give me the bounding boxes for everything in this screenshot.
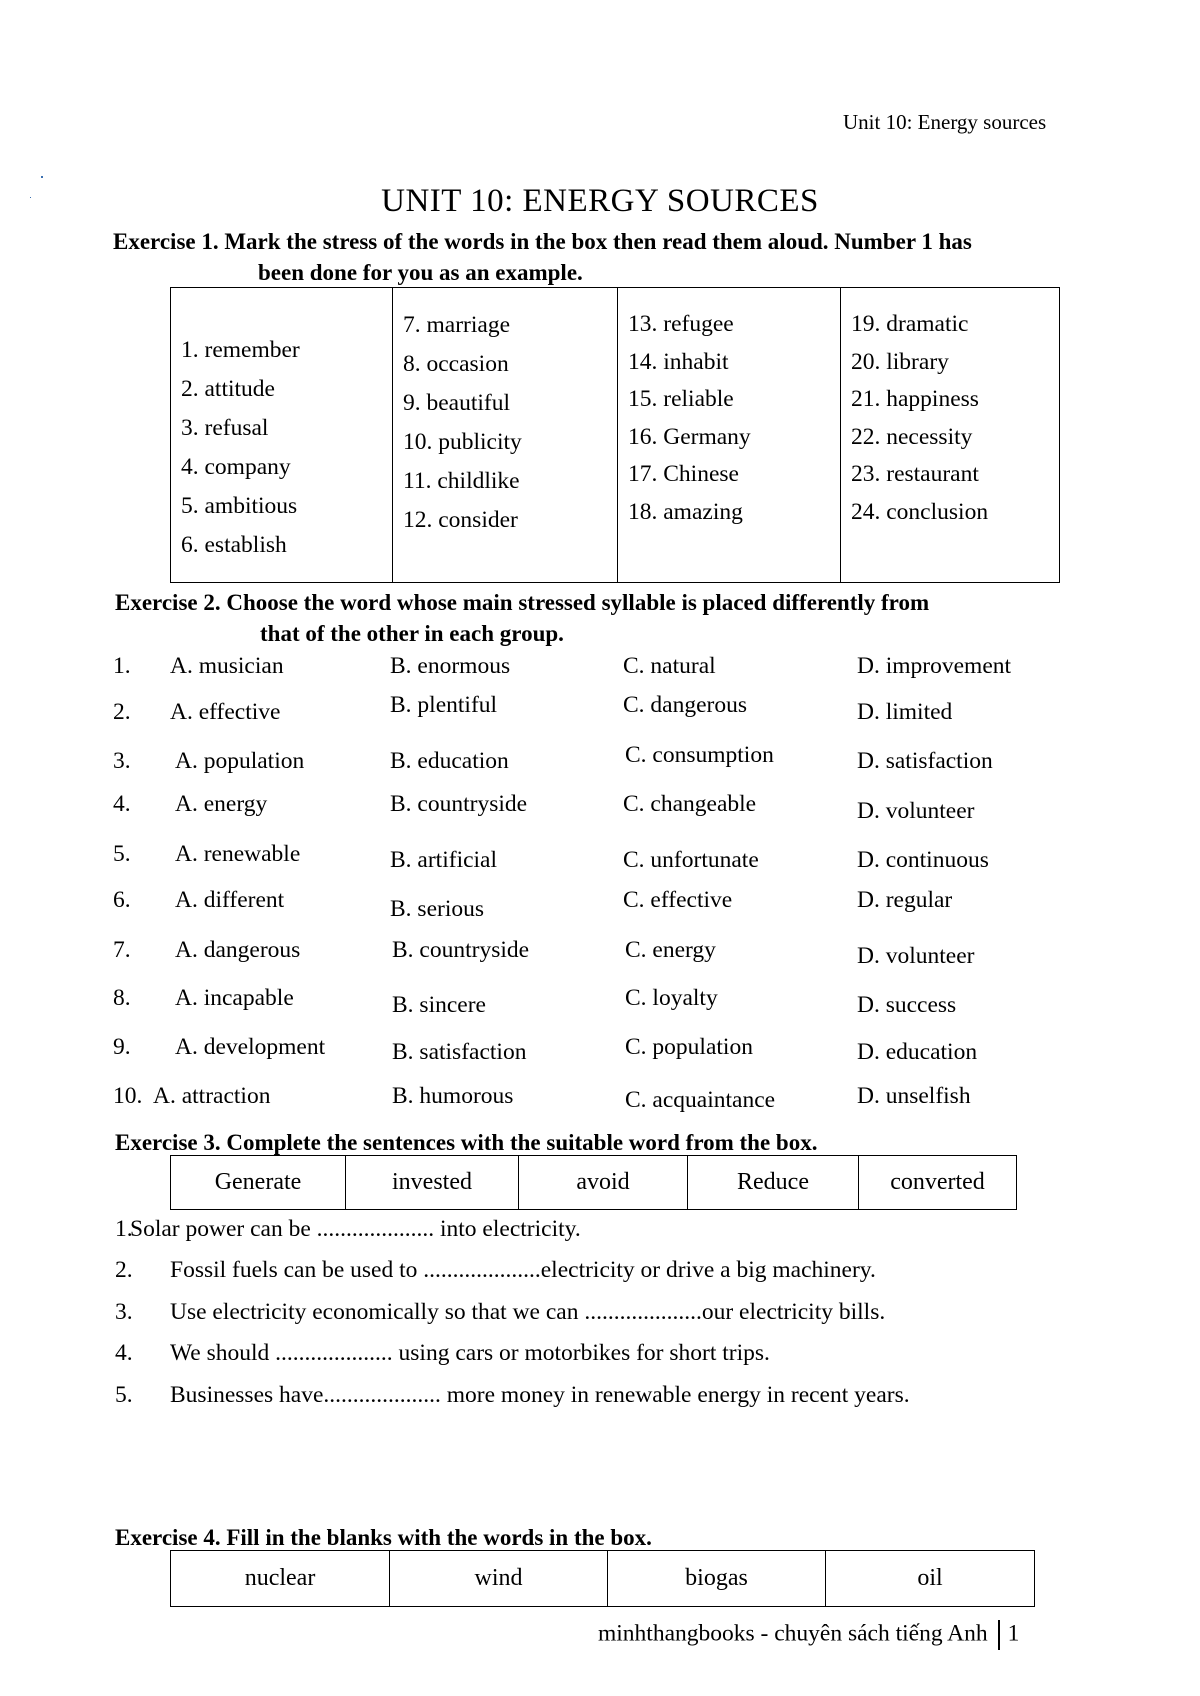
word-item: 4. company (181, 454, 291, 480)
option-d: D. success (857, 992, 957, 1018)
word-item: 6. establish (181, 532, 287, 558)
option-c: C. unfortunate (623, 847, 759, 873)
option-a: A. energy (175, 791, 268, 817)
sentence (115, 1257, 876, 1284)
sentence-number: 2. (115, 1257, 133, 1283)
word-item: 19. dramatic (851, 311, 969, 337)
exercise-1-word-box (170, 287, 1060, 583)
option-d: D. satisfaction (857, 748, 993, 774)
sentence-number: 1. (115, 1216, 133, 1242)
option-c: C. changeable (623, 791, 757, 817)
option-a: A. development (175, 1034, 326, 1060)
question-number: 2. (113, 699, 131, 725)
question-number: 9. (113, 1034, 131, 1060)
box-word: avoid (519, 1156, 688, 1210)
option-b: B. artificial (390, 847, 498, 873)
option-b: B. enormous (390, 653, 511, 679)
word-item: 10. publicity (403, 429, 522, 455)
sentence-text: Use electricity economically so that we can ....................our electricity bills. (170, 1299, 886, 1325)
page-number: 1 (1007, 1620, 1020, 1647)
word-item: 5. ambitious (181, 493, 298, 519)
sentence-text: Solar power can be .................... into electricity. (130, 1216, 581, 1242)
word-item: 18. amazing (628, 498, 743, 525)
option-b: B. countryside (390, 791, 528, 817)
option-b: B. sincere (392, 992, 486, 1018)
word-item: 21. happiness (851, 386, 979, 412)
word-column-4 (841, 288, 1060, 583)
sentence (115, 1340, 770, 1367)
box-word: nuclear (171, 1551, 390, 1607)
option-c: C. population (625, 1034, 753, 1060)
box-word: Generate (171, 1156, 346, 1210)
sentence-number: 4. (115, 1340, 133, 1366)
option-c: C. loyalty (625, 985, 718, 1011)
sentence (115, 1216, 581, 1243)
box-word: Reduce (688, 1156, 859, 1210)
question-number: 1. (113, 653, 131, 679)
exercise-3-heading: Exercise 3. Complete the sentences with the suitable word from the box. (115, 1130, 818, 1155)
word-item: 11. childlike (403, 468, 520, 494)
exercise-4-heading: Exercise 4. Fill in the blanks with the words in the box. (115, 1525, 652, 1550)
option-b: B. countryside (392, 937, 530, 963)
running-header: Unit 10: Energy sources (843, 110, 1047, 134)
option-c: C. energy (625, 937, 716, 963)
sentence (115, 1299, 885, 1326)
question-number: 8. (113, 985, 131, 1011)
sentence-text: Fossil fuels can be used to ....................electricity or drive a big machinery. (170, 1257, 876, 1283)
option-c: C. effective (623, 887, 733, 913)
footer-publisher: minhthangbooks - chuyên sách tiếng Anh (598, 1620, 988, 1647)
sentence-number: 5. (115, 1382, 133, 1408)
option-d: D. volunteer (857, 798, 975, 824)
word-item: 16. Germany (628, 423, 751, 450)
option-d: D. improvement (857, 653, 1012, 679)
word-column-1 (171, 288, 393, 583)
word-item: 2. attitude (181, 376, 275, 402)
option-a: A. population (175, 748, 305, 774)
question-number: 5. (113, 841, 131, 867)
sentence-number: 3. (115, 1299, 133, 1325)
word-item: 20. library (851, 348, 949, 375)
exercise-4-word-box (170, 1550, 1035, 1607)
exercise-1-heading-line2: been done for you as an example. (258, 260, 583, 285)
option-a: A. incapable (175, 985, 294, 1011)
word-item: 23. restaurant (851, 461, 979, 487)
page-footer (598, 1620, 1019, 1650)
question-number: 10. (113, 1083, 143, 1109)
word-item: 15. reliable (628, 386, 734, 412)
question-number: 7. (113, 937, 131, 963)
sentence-text: We should .................... using cars or motorbikes for short trips. (170, 1340, 770, 1366)
word-item: 13. refugee (628, 311, 734, 337)
word-item: 7. marriage (403, 312, 511, 338)
option-b: B. education (390, 748, 509, 774)
word-item: 22. necessity (851, 423, 973, 450)
option-a: A. attraction (153, 1083, 271, 1109)
option-d: D. volunteer (857, 943, 975, 969)
word-column-2 (393, 288, 618, 583)
option-b: B. humorous (392, 1083, 514, 1109)
word-item: 8. occasion (403, 351, 509, 377)
question-number: 6. (113, 887, 131, 913)
word-item: 3. refusal (181, 415, 269, 441)
option-a: A. effective (170, 699, 281, 725)
question-number: 3. (113, 748, 131, 774)
option-a: A. different (175, 887, 285, 913)
exercise-1-heading-line1: Exercise 1. Mark the stress of the words in the box then read them aloud. Number 1 has (113, 229, 972, 254)
word-item: 24. conclusion (851, 498, 989, 525)
option-d: D. continuous (857, 847, 989, 873)
footer-divider (998, 1620, 1000, 1650)
option-d: D. limited (857, 699, 953, 725)
option-a: A. renewable (175, 841, 301, 867)
page-title: UNIT 10: ENERGY SOURCES (381, 183, 819, 219)
box-word: converted (859, 1156, 1017, 1210)
option-b: B. plentiful (390, 692, 498, 718)
word-item: 1. remember (181, 337, 300, 363)
exercise-2-heading (115, 587, 1115, 649)
option-c: C. consumption (625, 742, 774, 768)
word-item: 14. inhabit (628, 348, 729, 375)
word-item: 17. Chinese (628, 461, 739, 487)
box-word: biogas (608, 1551, 826, 1607)
option-c: C. natural (623, 653, 716, 679)
exercise-2-heading-line1: Exercise 2. Choose the word whose main stressed syllable is placed differently from (115, 590, 930, 615)
option-d: D. regular (857, 887, 953, 913)
option-d: D. unselfish (857, 1083, 971, 1109)
box-word: oil (826, 1551, 1035, 1607)
option-c: C. dangerous (623, 692, 748, 718)
option-b: B. satisfaction (392, 1039, 527, 1065)
exercise-1-heading (113, 226, 1113, 288)
option-c: C. acquaintance (625, 1087, 776, 1113)
sentence (115, 1382, 910, 1409)
exercise-2-heading-line2: that of the other in each group. (260, 621, 564, 646)
question-number: 4. (113, 791, 131, 817)
stray-mark (41, 176, 43, 178)
option-a: A. musician (170, 653, 284, 679)
option-a: A. dangerous (175, 937, 301, 963)
exercise-3-word-box (170, 1155, 1017, 1210)
box-word: invested (346, 1156, 519, 1210)
option-b: B. serious (390, 896, 484, 922)
sentence-text: Businesses have.................... more money in renewable energy in recent years. (170, 1382, 910, 1408)
word-item: 9. beautiful (403, 390, 511, 416)
box-word: wind (390, 1551, 608, 1607)
word-column-3 (618, 288, 841, 583)
word-item: 12. consider (403, 507, 518, 533)
option-d: D. education (857, 1039, 978, 1065)
